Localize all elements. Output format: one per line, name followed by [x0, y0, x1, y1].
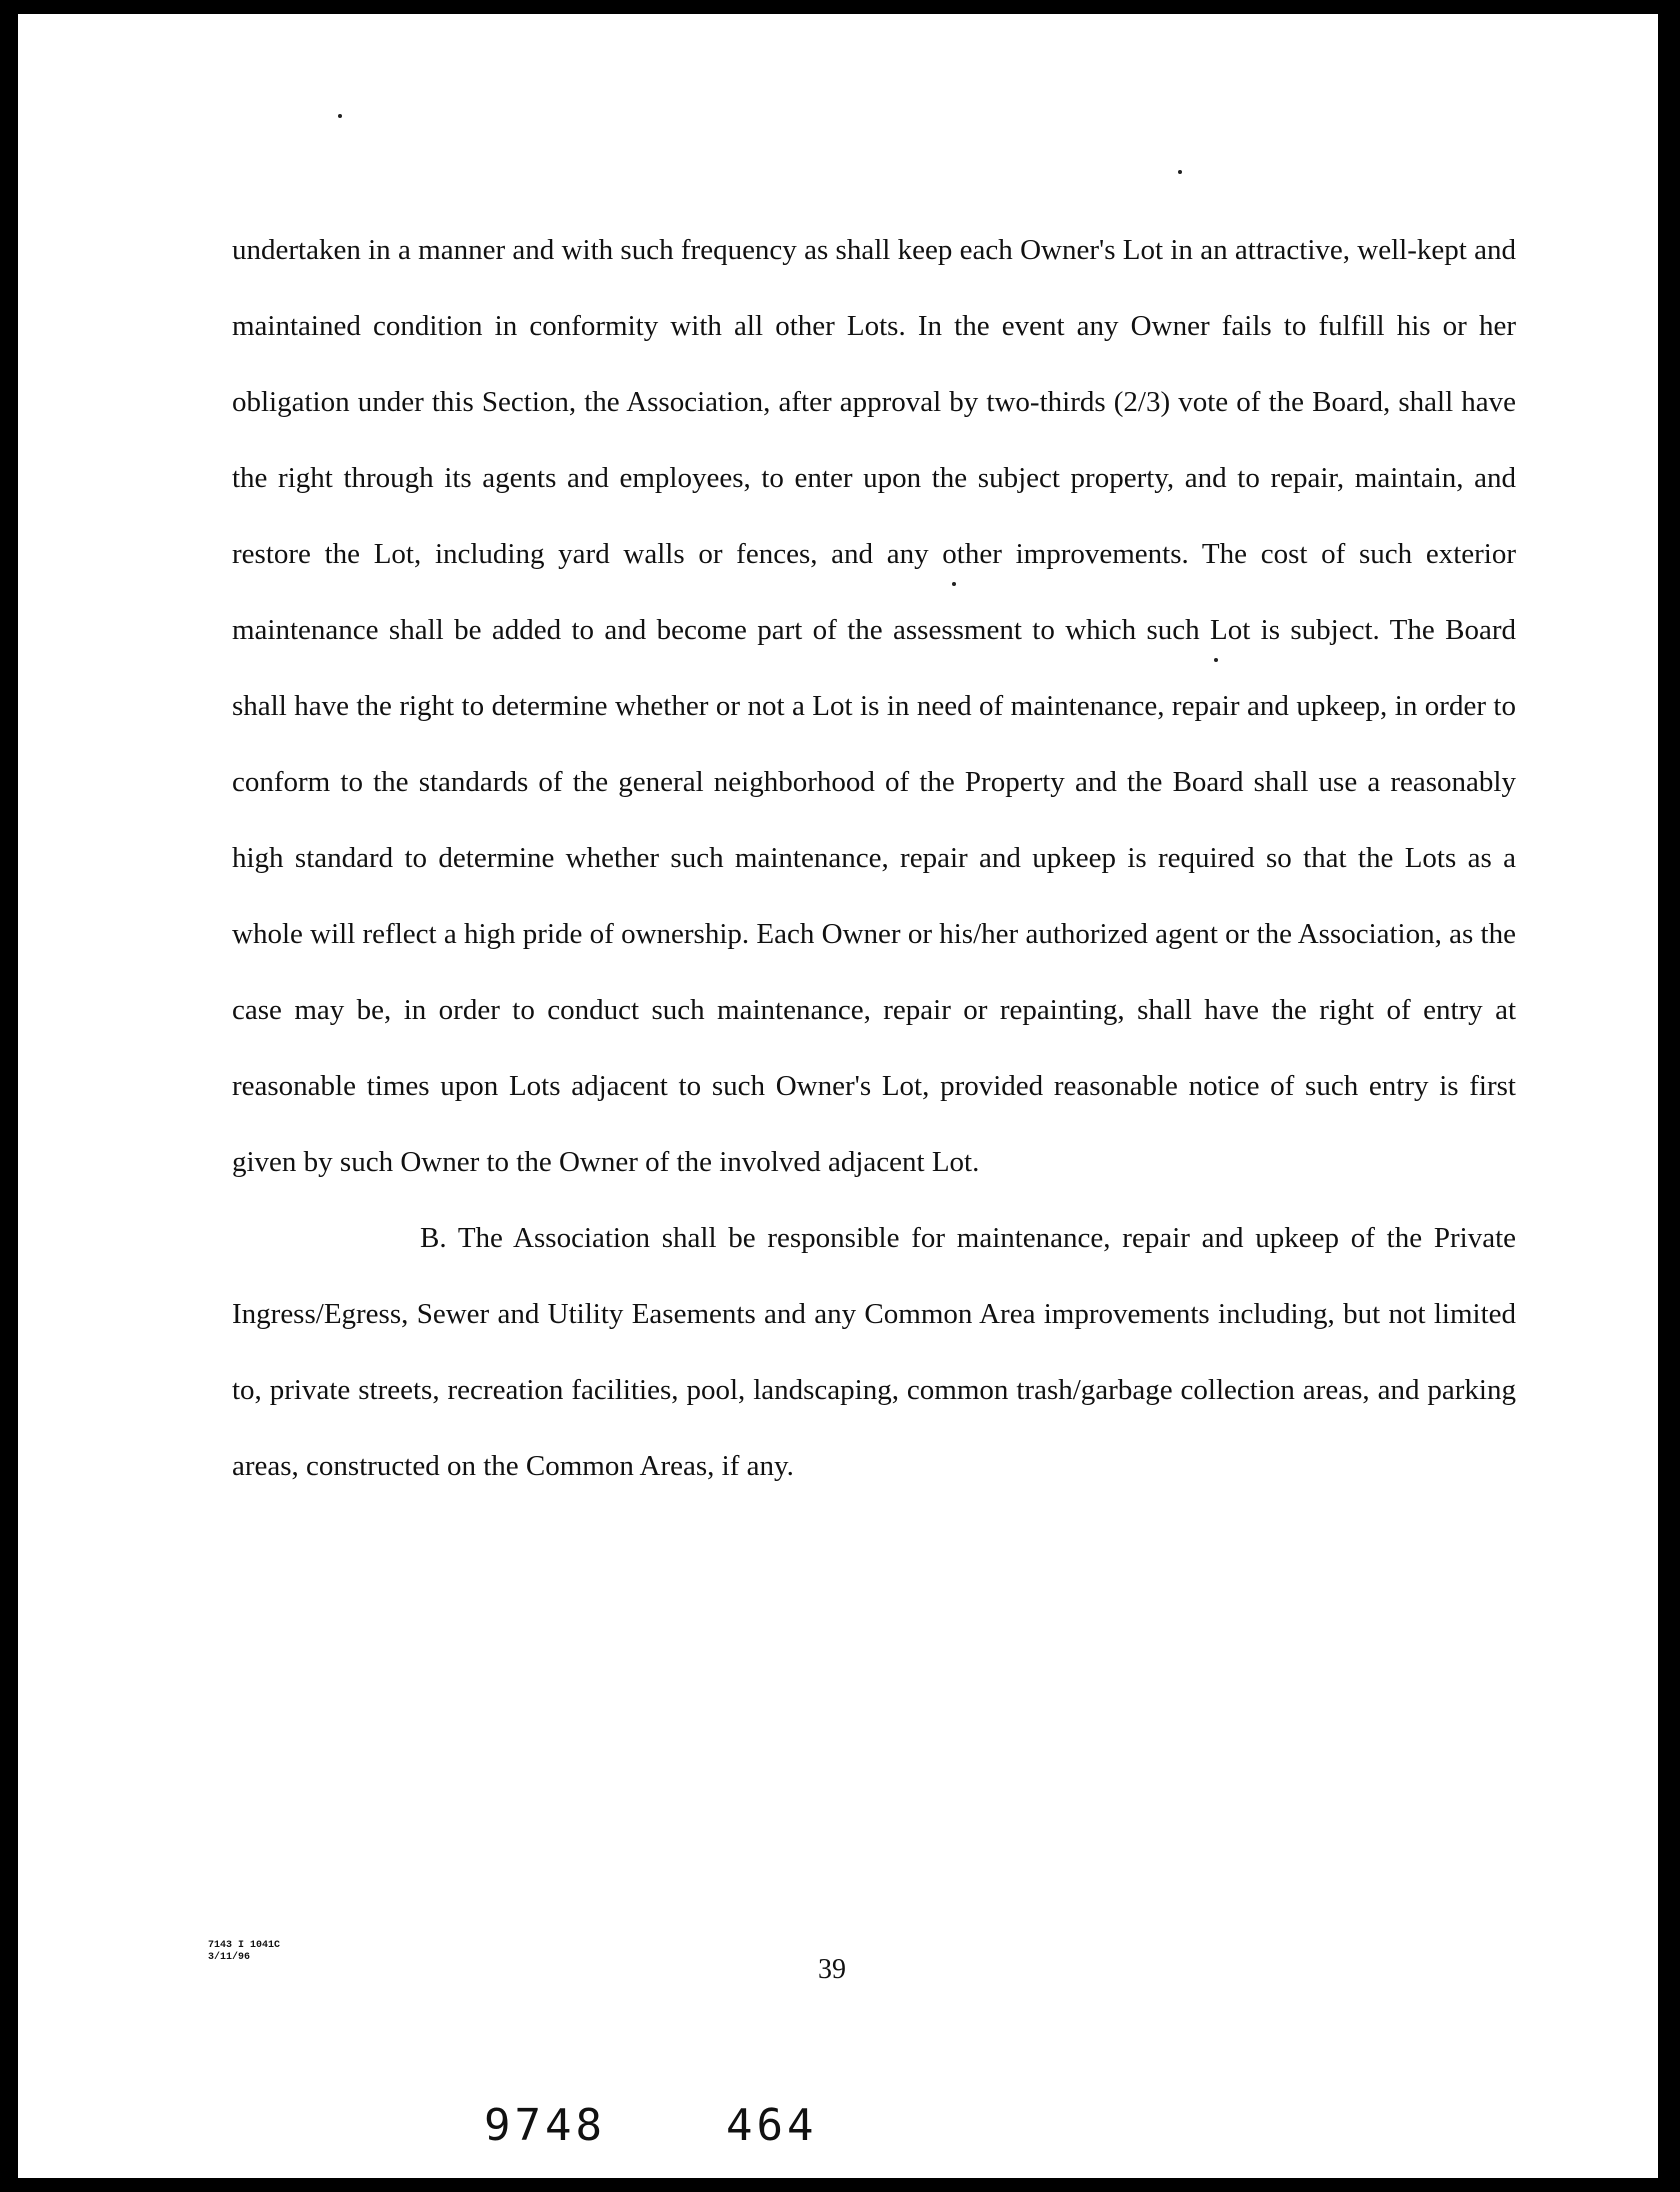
document-body: [232, 212, 1516, 1504]
scan-speck: [1178, 170, 1182, 174]
recording-stamp-page: 464: [726, 2100, 818, 2151]
recording-stamp-book: 9748: [484, 2100, 606, 2151]
page-number: 39: [818, 1954, 846, 1985]
scan-speck: [952, 582, 956, 586]
document-page: [18, 14, 1658, 2178]
scan-speck: [1214, 658, 1218, 662]
paragraph-a-continuation: undertaken in a manner and with such frequency as shall keep each Owner's Lot in an attractive, well-kept and maintained condition in conformity with all other Lots. In the event any Owner fails to fulfill his or her obligation under this Section, the Association, after approval by two-thirds (2/3) vote of the Board, shall have the right through its agents and employees, to enter upon the subject property, and to repair, maintain, and restore the Lot, including yard walls or fences, and any other improvements. The cost of such exterior maintenance shall be added to and become part of the assessment to which such Lot is subject. The Board shall have the right to determine whether or not a Lot is in need of maintenance, repair and upkeep, in order to conform to the standards of the general neighborhood of the Property and the Board shall use a reasonably high standard to determine whether such maintenance, repair and upkeep is required so that the Lots as a whole will reflect a high pride of ownership. Each Owner or his/her authorized agent or the Association, as the case may be, in order to conduct such maintenance, repair or repainting, shall have the right of entry at reasonable times upon Lots adjacent to such Owner's Lot, provided reasonable notice of such entry is first given by such Owner to the Owner of the involved adjacent Lot.: [232, 234, 1516, 1178]
scan-speck: [338, 114, 342, 118]
paragraph-b: B. The Association shall be responsible for maintenance, repair and upkeep of the Private Ingress/Egress, Sewer and Utility Easements and any Common Area improvements including, but not limited to, private streets, recreation facilities, pool, landscaping, common trash/garbage collection areas, and parking areas, constructed on the Common Areas, if any.: [232, 1222, 1516, 1482]
footer-code-line-2: 3/11/96: [208, 1952, 251, 1963]
footer-code-line-1: 7143 I 1041C: [208, 1940, 281, 1951]
footer-document-code: [208, 1940, 280, 1964]
